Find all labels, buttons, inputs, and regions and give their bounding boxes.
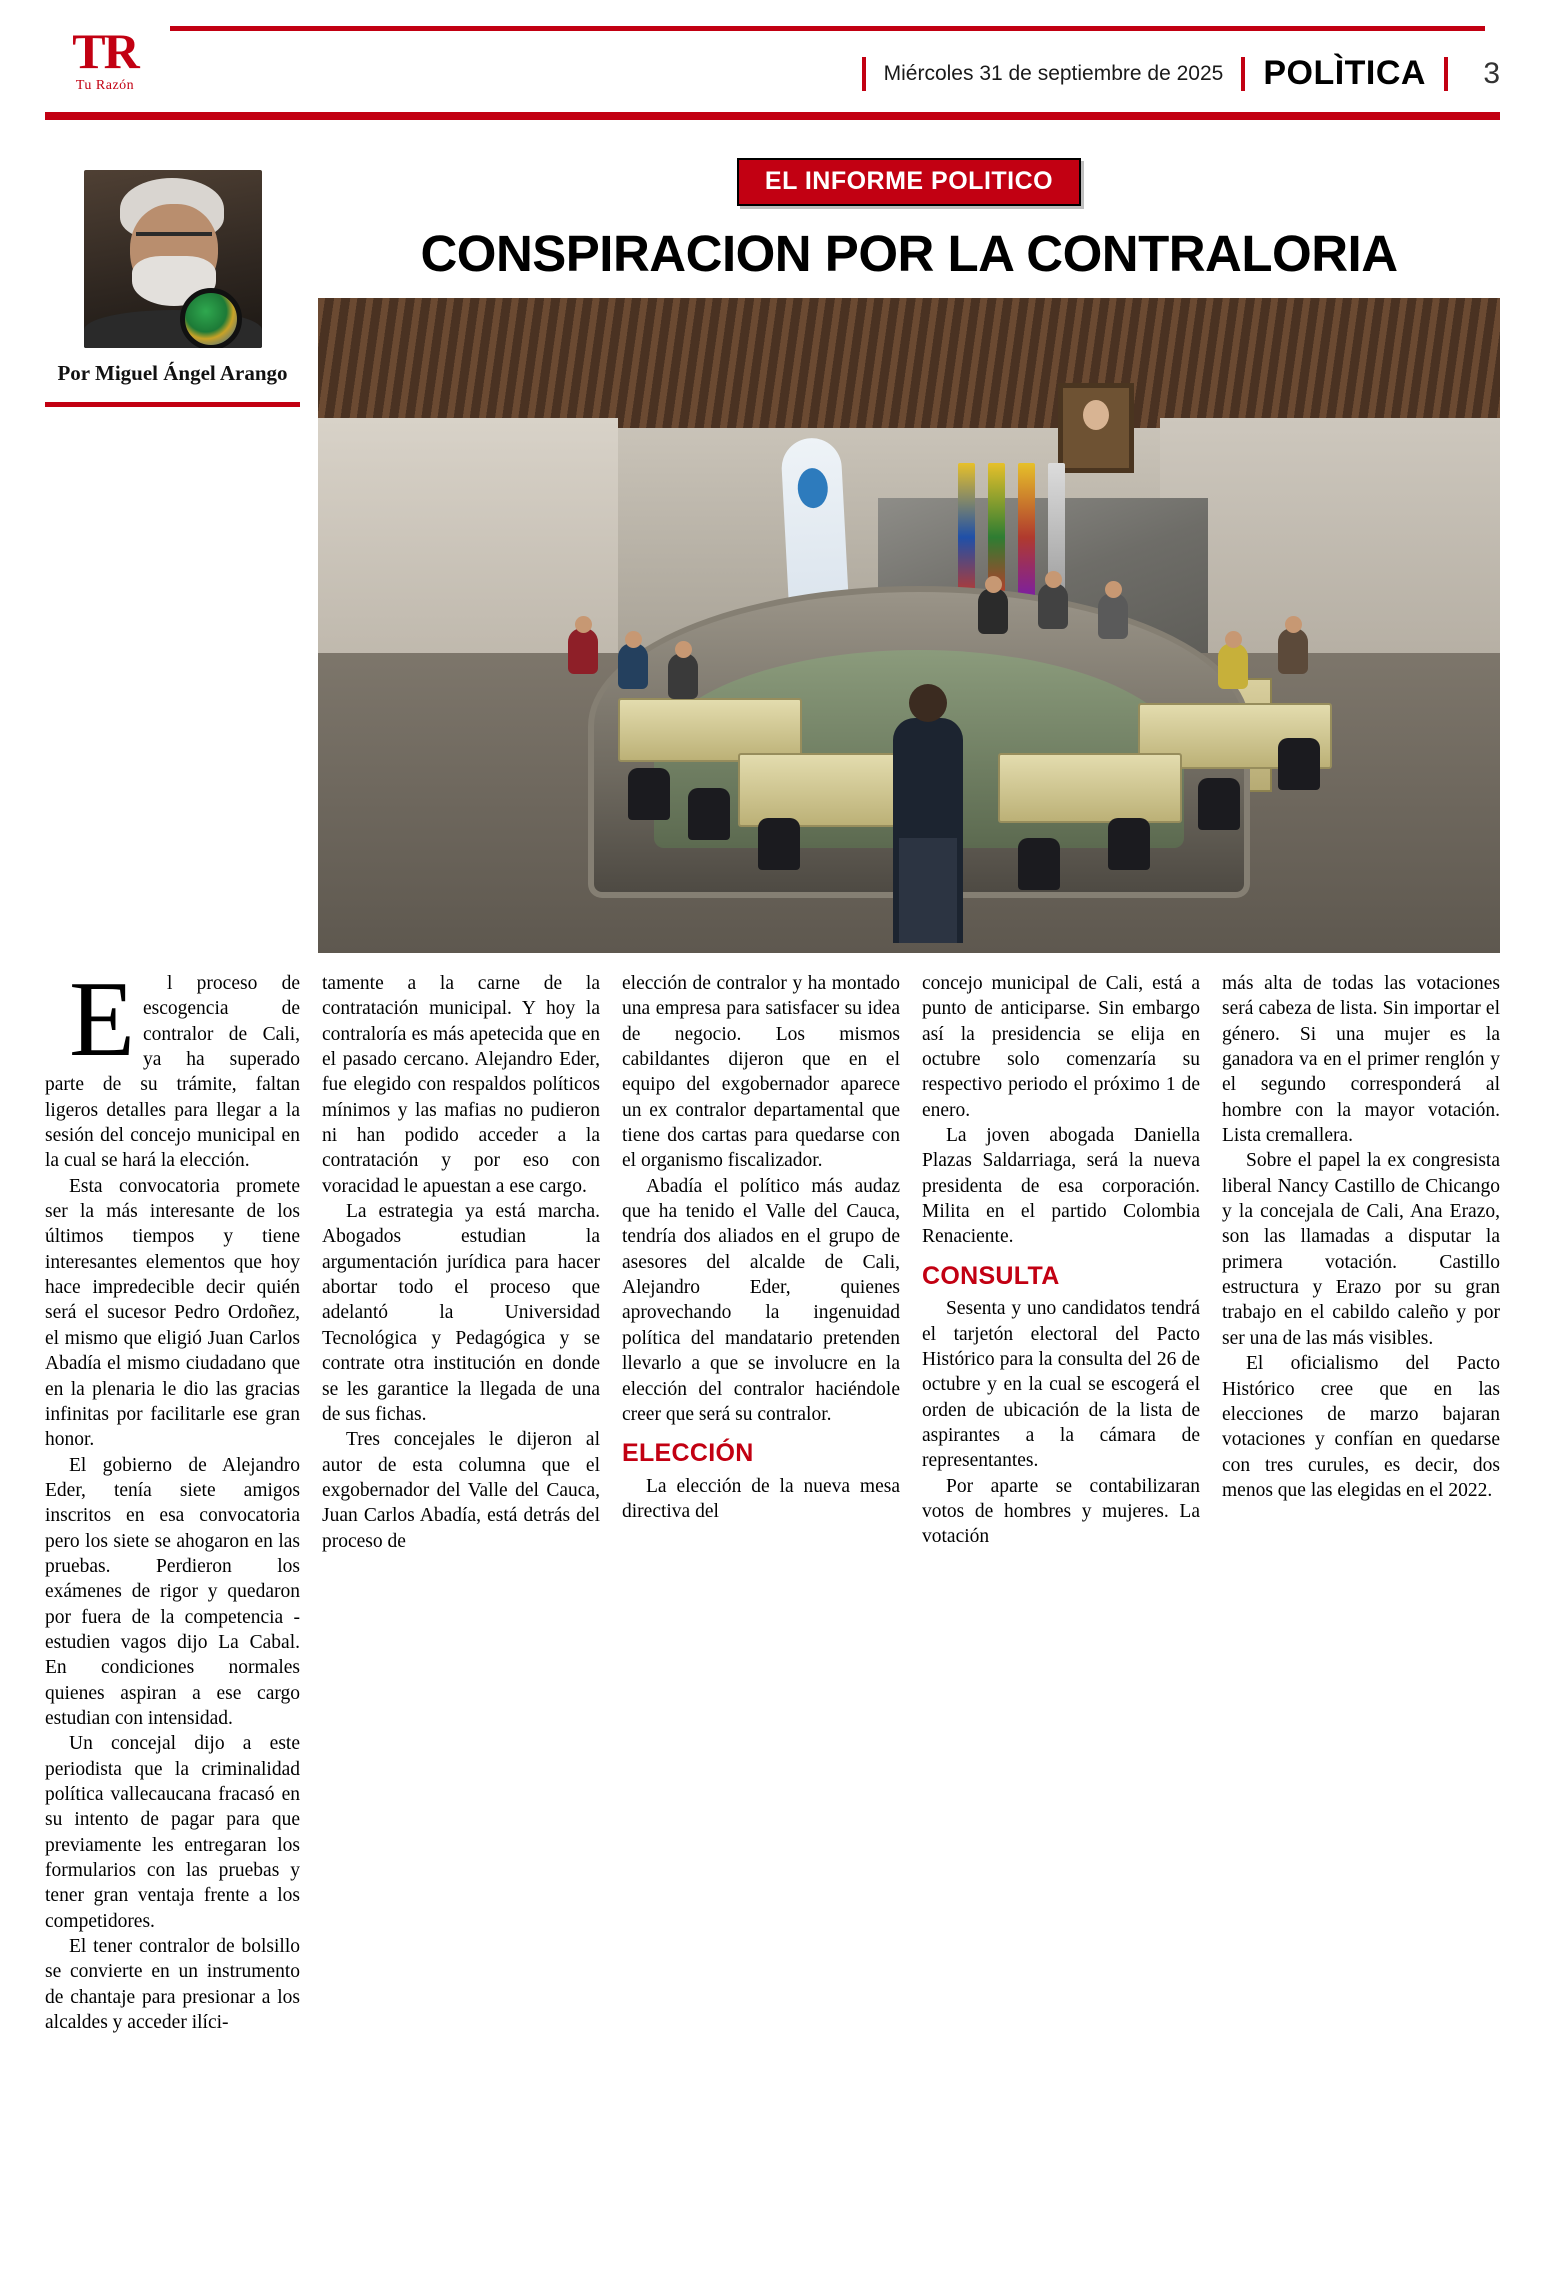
photo-person xyxy=(1098,593,1128,639)
author-rule xyxy=(45,402,300,407)
page-number: 3 xyxy=(1483,56,1500,90)
body-column-2 xyxy=(322,971,600,2035)
paragraph: La elección de la nueva mesa directiva del xyxy=(622,1475,900,1523)
article-header xyxy=(45,140,1500,953)
subheading-consulta: CONSULTA xyxy=(922,1261,1060,1290)
divider-mid xyxy=(1241,57,1245,91)
divider-right xyxy=(1444,57,1448,91)
paragraph: tamente a la carne de la contratación municipal. Y hoy la contraloría es más apetecida que en el pasado cercano. Alejandro Eder, fue elegido con respaldos políticos mínimos y las mafias no pudieron ni han podido acceder a la contratación y por eso con voracidad le apuestan a ese cargo. xyxy=(322,973,600,1197)
masthead xyxy=(0,0,1545,140)
photo-person xyxy=(1038,583,1068,629)
photo-person xyxy=(618,643,648,689)
body-column-1 xyxy=(45,960,300,2035)
body-column-4 xyxy=(922,971,1200,2035)
paragraph: La joven abogada Daniella Plazas Saldarriaga, será la nueva presidenta de esa corporación. Milita en el partido Colombia Renaciente. xyxy=(922,1125,1200,1248)
masthead-info xyxy=(170,54,1500,93)
paragraph: Sesenta y uno candidatos tendrá el tarjetón electoral del Pacto Histórico para la consulta del 26 de octubre y en la cual se escogerá el orden de ubicación de la lista de aspirantes a la cámara de representantes. xyxy=(922,1298,1200,1472)
subheading-eleccion: ELECCIÓN xyxy=(622,1439,754,1468)
kicker-badge: EL INFORME POLITICO xyxy=(737,158,1081,206)
photo-chair xyxy=(1198,778,1240,830)
masthead-rules xyxy=(170,26,1485,36)
article-photo xyxy=(318,298,1500,953)
photo-chair xyxy=(1278,738,1320,790)
logo-initials: TR xyxy=(72,23,138,79)
paragraph: concejo municipal de Cali, está a punto de anticiparse. Sin embargo así la presidencia se elija en octubre solo comenzaría su respectivo periodo el próximo 1 de enero. xyxy=(922,973,1200,1121)
newspaper-logo xyxy=(45,23,165,94)
drop-cap: E xyxy=(69,960,135,1080)
kicker-wrap xyxy=(318,158,1500,206)
photo-chair xyxy=(688,788,730,840)
section-title: POLÌTICA xyxy=(1263,54,1426,92)
paragraph-text: l proceso de escogencia de contralor de Cali, ya ha superado parte de su trámite, faltan ligeros detalles para llegar a la sesión del concejo municipal en la cual se hará la elección. xyxy=(45,973,300,1172)
paragraph: elección de contralor y ha montado una empresa para satisfacer su idea de negocio. Los mismos cabildantes dijeron que en el equipo del exgobernador aparece un ex contralor departamental que tiene dos cartas para quedarse con el organismo fiscalizador. xyxy=(622,973,900,1172)
paragraph: Sobre el papel la ex congresista liberal Nancy Castillo de Chicango y la concejala de Cali, Ana Erazo, son las llamadas a disputar la primera votación. Castillo estructura y Erazo por su gran trabajo en el cabildo caleño y por ser una de las más visibles. xyxy=(1222,1150,1500,1349)
paragraph: Por aparte se contabilizaran votos de hombres y mujeres. La votación xyxy=(922,1475,1200,1548)
issue-date: Miércoles 31 de septiembre de 2025 xyxy=(883,61,1224,85)
paragraph: El tener contralor de bolsillo se convierte en un instrumento de chantaje para presionar a los alcaldes y acceder ilíci- xyxy=(45,1936,300,2034)
photo-foreground-person xyxy=(893,718,963,943)
body-column-3 xyxy=(622,971,900,2035)
rule-bottom xyxy=(45,112,1500,120)
headline-block xyxy=(300,140,1500,953)
paragraph: Abadía el político más audaz que ha tenido el Valle del Cauca, tendría dos aliados en el grupo de asesores del alcalde de Cali, Alejandro Eder, quienes aprovechando la ingenuidad política del mandatario pretenden llevarlo a que se involucre en la elección del contralor haciéndole creer que será su contralor. xyxy=(622,1175,900,1425)
author-block xyxy=(45,140,300,407)
photo-chair xyxy=(758,818,800,870)
paragraph: más alta de todas las votaciones será cabeza de lista. Sin importar el género. Si una mujer es la ganadora va en el primer renglón y el segundo corresponderá al hombre con la mayor votación. Lista cremallera. xyxy=(1222,973,1500,1147)
paragraph xyxy=(45,960,300,1174)
paragraph: Esta convocatoria promete ser la más interesante de los últimos tiempos y tiene interesantes elementos que hoy hace impredecible decir quién será el sucesor Pedro Ordoñez, el mismo que eligió Juan Carlos Abadía el mismo ciudadano que en la plenaria le dio las gracias infinitas por facilitarle ese gran honor. xyxy=(45,1175,300,1451)
divider-left xyxy=(862,57,866,91)
photo-desk xyxy=(998,753,1182,823)
rule-top xyxy=(170,26,1485,31)
photo-chair xyxy=(1018,838,1060,890)
photo-person xyxy=(668,653,698,699)
photo-glasses xyxy=(136,232,212,252)
page-title: CONSPIRACION POR LA CONTRALORIA xyxy=(420,225,1398,282)
paragraph: Un concejal dijo a este periodista que la criminalidad política vallecaucana fracasó en su intento de pagar para que previamente les entregaran los formularios con las pruebas y tener gran ventaja frente a los competidores. xyxy=(45,1733,300,1932)
body-column-5 xyxy=(1222,971,1500,2035)
photo-chair xyxy=(628,768,670,820)
logo-name: Tu Razón xyxy=(75,77,135,93)
photo-chair xyxy=(1108,818,1150,870)
byline: Por Miguel Ángel Arango xyxy=(57,361,288,385)
paragraph: El gobierno de Alejandro Eder, tenía siete amigos inscritos en esa convocatoria pero los siete se ahogaron en las pruebas. Perdieron los exámenes de rigor y quedaron por fuera de la competencia -estudien vagos dijo La Cabal. En condiciones normales quienes aspiran a ese cargo estudian con intensidad. xyxy=(45,1454,300,1729)
author-photo xyxy=(84,170,262,348)
photo-person xyxy=(568,628,598,674)
article-body xyxy=(45,960,1500,2035)
microphone-icon xyxy=(180,288,242,348)
page-content xyxy=(0,140,1545,2035)
photo-person xyxy=(1278,628,1308,674)
photo-portrait-frame xyxy=(1058,383,1134,473)
paragraph: El oficialismo del Pacto Histórico cree que en las elecciones de marzo bajaran votaciones y confían en quedarse con tres curules, es decir, dos menos que las elegidas en el 2022. xyxy=(1222,1353,1500,1501)
photo-person xyxy=(1218,643,1248,689)
photo-person xyxy=(978,588,1008,634)
paragraph: Tres concejales le dijeron al autor de esta columna que el exgobernador del Valle del Cauca, Juan Carlos Abadía, está detrás del proceso de xyxy=(322,1429,600,1552)
paragraph: La estrategia ya está marcha. Abogados estudian la argumentación jurídica para hacer abortar todo el proceso que adelantó la Universidad Tecnológica y Pedagógica y se contrate otra institución en donde se les garantice la llegada de una de sus fichas. xyxy=(322,1201,600,1425)
